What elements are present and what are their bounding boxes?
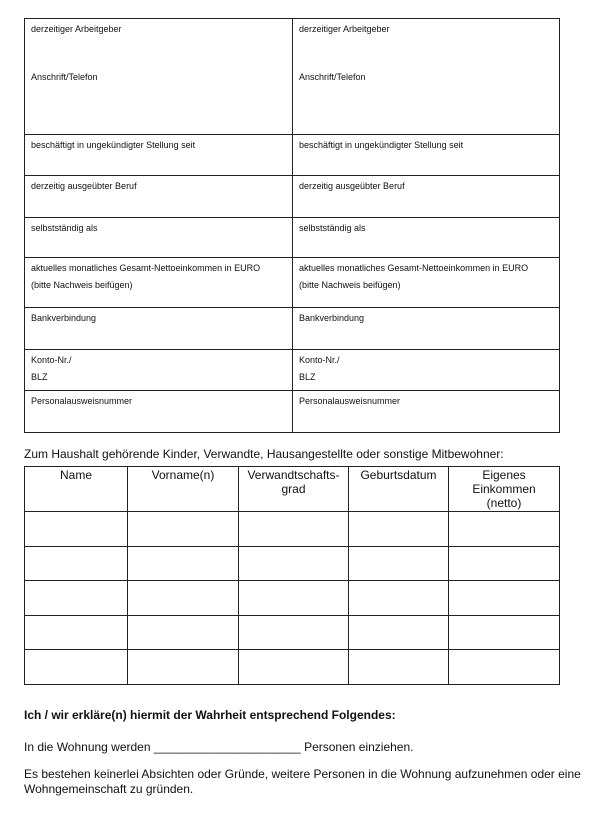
table-cell[interactable] (349, 650, 449, 685)
table-cell[interactable] (128, 581, 239, 616)
partner-cell[interactable] (293, 19, 560, 134)
table-cell[interactable] (449, 512, 560, 547)
persons-line (24, 740, 413, 754)
table-cell[interactable] (128, 615, 239, 650)
table-cell[interactable] (25, 581, 128, 616)
partner-cell[interactable] (293, 258, 560, 307)
field-label: (bitte Nachweis beifügen) (31, 280, 133, 290)
field-label: Anschrift/Telefon (299, 72, 366, 82)
applicant-cell[interactable] (25, 391, 293, 432)
table-row (25, 546, 560, 581)
partner-cell[interactable] (293, 308, 560, 349)
persons-suffix: Personen einziehen. (304, 740, 414, 754)
partner-cell[interactable] (293, 218, 560, 257)
table-cell[interactable] (449, 615, 560, 650)
column-header: Geburtsdatum (349, 467, 449, 512)
field-label: derzeitiger Arbeitgeber (31, 24, 122, 34)
field-label: selbstständig als (31, 223, 98, 233)
applicant-row (25, 218, 560, 258)
partner-cell[interactable] (293, 350, 560, 390)
table-row (25, 512, 560, 547)
applicant-row (25, 350, 560, 391)
field-label: Personalausweisnummer (31, 396, 133, 406)
field-label: Bankverbindung (299, 313, 365, 323)
applicant-row (25, 258, 560, 308)
partner-cell[interactable] (293, 391, 560, 432)
field-label: BLZ (299, 372, 316, 382)
field-label: beschäftigt in ungekündigter Stellung seit (299, 140, 464, 150)
field-label: derzeitig ausgeübter Beruf (299, 181, 405, 191)
applicant-cell[interactable] (25, 308, 293, 349)
field-label: beschäftigt in ungekündigter Stellung seit (31, 140, 196, 150)
applicant-row (25, 308, 560, 350)
applicant-table (24, 18, 560, 433)
field-label: Anschrift/Telefon (31, 72, 98, 82)
table-cell[interactable] (25, 546, 128, 581)
applicant-cell[interactable] (25, 176, 293, 217)
header-row (25, 467, 560, 512)
partner-cell[interactable] (293, 176, 560, 217)
table-cell[interactable] (449, 546, 560, 581)
household-table (24, 466, 560, 685)
field-label: selbstständig als (299, 223, 366, 233)
table-cell[interactable] (239, 546, 349, 581)
table-row (25, 581, 560, 616)
column-header: Verwandtschafts- grad (239, 467, 349, 512)
table-cell[interactable] (239, 650, 349, 685)
table-cell[interactable] (128, 512, 239, 547)
table-cell[interactable] (239, 615, 349, 650)
table-cell[interactable] (449, 581, 560, 616)
table-cell[interactable] (25, 512, 128, 547)
field-label: Bankverbindung (31, 313, 97, 323)
field-label: Konto-Nr./ (31, 355, 72, 365)
table-cell[interactable] (239, 512, 349, 547)
table-cell[interactable] (128, 546, 239, 581)
table-cell[interactable] (449, 650, 560, 685)
table-cell[interactable] (25, 650, 128, 685)
household-intro: Zum Haushalt gehörende Kinder, Verwandte, Hausangestellte oder sonstige Mitbewohner: (24, 447, 504, 461)
applicant-cell[interactable] (25, 258, 293, 307)
table-cell[interactable] (239, 581, 349, 616)
field-label: Konto-Nr./ (299, 355, 340, 365)
table-row (25, 650, 560, 685)
table-cell[interactable] (349, 512, 449, 547)
applicant-cell[interactable] (25, 350, 293, 390)
column-header: Name (25, 467, 128, 512)
table-cell[interactable] (349, 546, 449, 581)
table-cell[interactable] (128, 650, 239, 685)
field-label: aktuelles monatliches Gesamt-Nettoeinkommen in EURO (299, 263, 529, 273)
table-row (25, 615, 560, 650)
applicant-row (25, 391, 560, 433)
column-header: Vorname(n) (128, 467, 239, 512)
applicant-row (25, 19, 560, 135)
partner-cell[interactable] (293, 135, 560, 175)
table-cell[interactable] (349, 615, 449, 650)
applicant-row (25, 176, 560, 218)
field-label: aktuelles monatliches Gesamt-Nettoeinkommen in EURO (31, 263, 261, 273)
applicant-cell[interactable] (25, 135, 293, 175)
field-label: derzeitiger Arbeitgeber (299, 24, 390, 34)
applicant-cell[interactable] (25, 19, 293, 134)
field-label: BLZ (31, 372, 48, 382)
table-cell[interactable] (25, 615, 128, 650)
no-intent-statement: Es bestehen keinerlei Absichten oder Gründe, weitere Personen in die Wohnung aufzunehmen oder eine Wohngemeinschaft zu gründen. (24, 767, 581, 796)
persons-count-field[interactable]: ______________________ (153, 740, 301, 754)
field-label: Personalausweisnummer (299, 396, 401, 406)
field-label: (bitte Nachweis beifügen) (299, 280, 401, 290)
applicant-cell[interactable] (25, 218, 293, 257)
declaration-heading: Ich / wir erkläre(n) hiermit der Wahrheit entsprechend Folgendes: (24, 708, 396, 722)
field-label: derzeitig ausgeübter Beruf (31, 181, 137, 191)
persons-prefix: In die Wohnung werden (24, 740, 151, 754)
table-cell[interactable] (349, 581, 449, 616)
applicant-row (25, 135, 560, 176)
column-header: Eigenes Einkommen (netto) (449, 467, 560, 512)
